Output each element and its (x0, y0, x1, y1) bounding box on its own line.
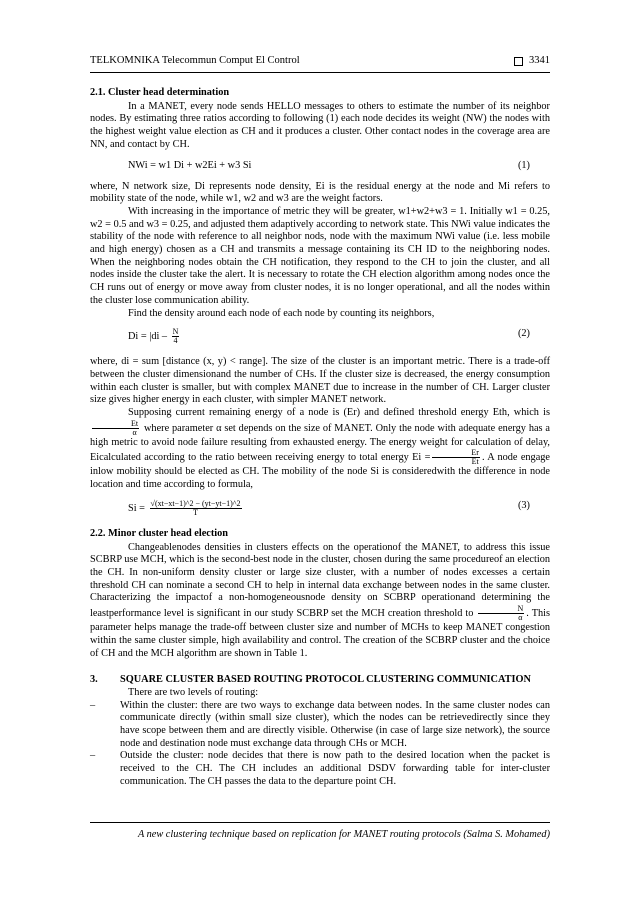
equation-2-body (128, 328, 181, 345)
equation-3-fraction (150, 500, 242, 517)
list-item-text: Outside the cluster: node decides that there is now path to the desired location when the packet is received to the CH. The CH includes an additional DSDV forwarding table for inter-cluster communication. The CH passes the data to the departure point CH. (120, 750, 550, 787)
section-number: 3. (90, 674, 98, 686)
equation-1-body: NWi = w1 Di + w2Ei + w3 Si (128, 159, 252, 171)
list-item (90, 750, 550, 788)
bullet-marker: – (90, 699, 96, 711)
fraction-denominator: 4 (173, 336, 178, 346)
running-header (90, 55, 550, 69)
fraction-numerator: Et (92, 420, 139, 429)
fraction-denominator: Et (471, 457, 479, 467)
bullet-marker: – (90, 750, 96, 762)
list-item-text: Within the cluster: there are two ways to exchange data between nodes. In the same cluster nodes can communicate directly (within small size cluster), which the nodes can be retrievedirectly since they have scope between them and are directly visible. Otherwise (in case of large size network), the source node and destination node must exchange data through CHs or MCH. (120, 699, 550, 749)
paragraph-mch (90, 542, 550, 661)
fraction-numerator: N (478, 605, 524, 614)
section-2-2-heading: 2.2. Minor cluster head election (90, 527, 229, 539)
equation-2-lhs: Di = |di – (128, 331, 168, 343)
equation-3-lhs: Si = (128, 502, 145, 514)
footer-rule (90, 822, 550, 823)
text-run: . This parameter helps manage the trade-off between cluster size and number of MCHs to keep MANET congestion within the same cluster simple, high availability and control. The creation of the SCBRP cluster and the choice of CH and the MCH algorithm are shown in Table 1. (90, 607, 550, 659)
inline-fraction (432, 449, 480, 466)
fraction-numerator: N (172, 327, 179, 337)
equation-1 (90, 160, 550, 175)
fraction-denominator: T (193, 507, 198, 517)
equation-3 (90, 500, 550, 522)
inline-fraction (478, 605, 524, 622)
text-run: Changeablenodes densities in clusters effects on the operationof the MANET, to address this issue SCBRP use MCH, which is the second-best node in the cluster, chosen during the same procedureof an election the CH. In non-uniform density cluster or large size cluster, with a number of nodes excesses a certain threshold CH can nominate a second CH to help in internal data exchange between nodes in the same cluster. Characterizing the impactof a non-homogeneousnode density on SCBRP operationand determining the leastperformance level is significant in our study SCBRP set the MCH creation threshold to (90, 541, 550, 619)
equation-3-body (128, 500, 244, 517)
checkbox-square-icon (514, 57, 523, 66)
equation-2-number: (2) (517, 328, 530, 340)
fraction-numerator: Er (432, 449, 480, 458)
section-title: SQUARE CLUSTER BASED ROUTING PROTOCOL CLUSTERING COMMUNICATION (120, 674, 531, 686)
text-run: . A node engage inlow mobility should be elected as CH. The mobility of the node Si is consideredwith the difference in node location and time according to formula, (90, 452, 550, 491)
page-body (90, 84, 550, 789)
running-footer: A new clustering technique based on replication for MANET routing protocols (Salma S. Mohamed) (137, 829, 550, 840)
paragraph: where, N network size, Di represents node density, Ei is the residual energy at the node and Mi refers to mobility state of the node, while w1, w2 and w3 are the weight factors. (90, 180, 550, 205)
paragraph: With increasing in the importance of metric they will be greater, w1+w2+w3 = 1. Initially w1 = 0.25, w2 = 0.5 and w3 = 0.25, and adjusted them adaptively according to network state. This NWi value indicates the stability of the node with reference to all neighbor nods, node with the maximum NWi value (i.e. less mobile and high energy) chosen as a CH and transmits a message containing its CH ID to the neighboring nodes. When the neighboring nodes obtain the CH notification, they respond to the CH to join the cluster, and all nodes inside the cluster take the alert. It is necessary to rotate the CH election algorithm among nodes once the CH runs out of energy or move away from cluster nodes, it is no longer operational, and all the nodes within the cluster lose communication ability. (90, 205, 550, 306)
fraction-numerator: √(xt−xt−1)^2 − (yt−yt−1)^2 (150, 498, 241, 508)
paragraph: There are two levels of routing: (128, 686, 259, 698)
equation-1-number: (1) (517, 159, 530, 171)
header-rule (90, 72, 550, 73)
fraction-denominator: α (132, 427, 137, 437)
equation-2-fraction (172, 328, 180, 345)
journal-name: TELKOMNIKA Telecommun Comput El Control (90, 55, 300, 66)
paragraph-energy (90, 407, 550, 492)
equation-3-number: (3) (517, 499, 530, 511)
text-run: Supposing current remaining energy of a node is (Er) and defined threshold energy Eth, which is (128, 407, 550, 419)
paragraph: In a MANET, every node sends HELLO messages to others to estimate the number of its neighbor nodes. By estimating three ratios according to following (1) each node decides its weight (NW) the nodes with the highest weight value election as CH and it produces a cluster. Other contact nodes in the coverage area are NN, and contact by CH. (90, 100, 550, 150)
section-3-heading (90, 674, 550, 687)
inline-fraction (92, 420, 139, 437)
paragraph: where, di = sum [distance (x, y) < range]. The size of the cluster is an important metric. There is a trade-off between the cluster dimensionand the number of CHs. If the cluster size is decreased, the energy consumption within each cluster is smaller, but with complex MANET due to increase in the number of CH. Larger cluster size gives higher energy in each cluster, with simpler MANET network. (90, 356, 550, 406)
section-2-1-heading: 2.1. Cluster head determination (90, 87, 230, 98)
text-run: where parameter α set depends on the size of MANET. Only the node with adequate energy has a high metric to avoid node failure resulting from exhausted energy. The energy weight for calculation of delay, Eicalculated according to the ratio between receiving energy to total energy Ei = (90, 422, 551, 464)
equation-2 (90, 328, 550, 350)
fraction-denominator: α (518, 613, 523, 623)
header-right (514, 55, 550, 68)
list-item (90, 700, 550, 751)
page-number: 3341 (529, 55, 550, 66)
paragraph: Find the density around each node of each node by counting its neighbors, (128, 307, 435, 319)
